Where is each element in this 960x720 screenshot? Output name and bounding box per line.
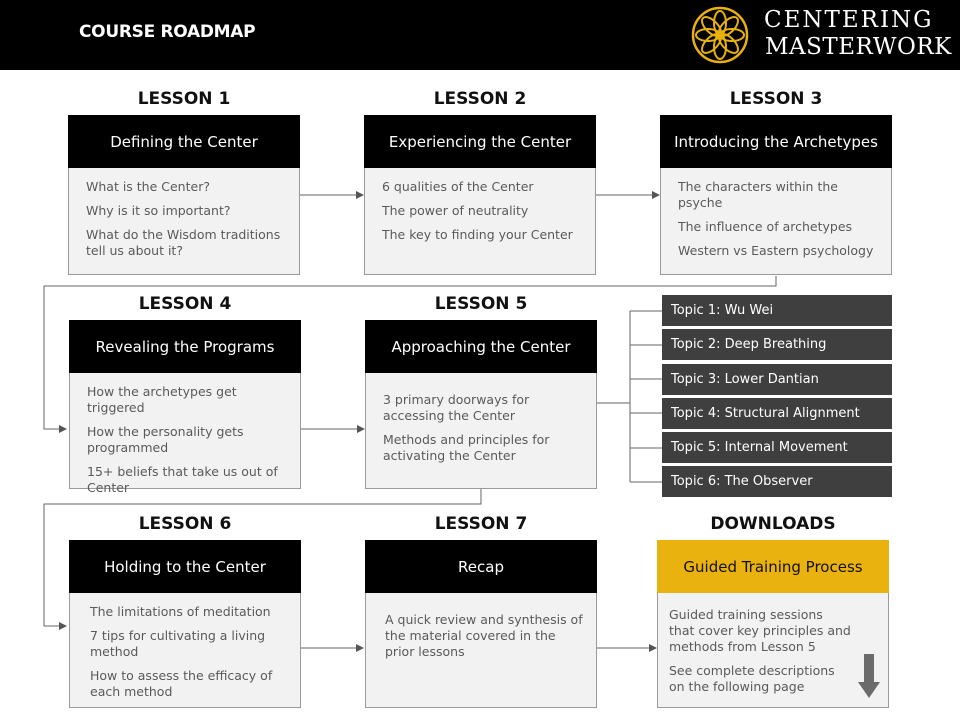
- list-item: The power of neutrality: [382, 203, 529, 218]
- list-item: Why is it so important?: [86, 203, 231, 218]
- list-item: A quick review and synthesis of the material covered in the prior lessons: [385, 612, 583, 659]
- lesson-4-body: [69, 373, 301, 495]
- list-item: 6 qualities of the Center: [382, 179, 534, 194]
- lesson-3-title: Introducing the Archetypes: [660, 115, 892, 168]
- lesson-1-label: LESSON 1: [137, 89, 231, 109]
- list-item: The limitations of meditation: [90, 604, 271, 619]
- list-item: The characters within the psyche: [678, 179, 838, 210]
- lesson-2-title: Experiencing the Center: [364, 115, 596, 168]
- lesson-1-title: Defining the Center: [68, 115, 300, 168]
- lesson-2-body: [364, 168, 596, 275]
- list-item: What is the Center?: [86, 179, 210, 194]
- list-item: 15+ beliefs that take us out of Center: [87, 464, 278, 495]
- list-item: Guided training sessions that cover key principles and methods from Lesson 5: [669, 607, 851, 654]
- list-item: How to assess the efficacy of each method: [90, 668, 273, 699]
- lesson-7-title: Recap: [365, 540, 597, 593]
- topic-2: Topic 2: Deep Breathing: [662, 329, 892, 360]
- list-item: How the archetypes get triggered: [87, 384, 237, 415]
- topic-5: Topic 5: Internal Movement: [662, 432, 892, 463]
- logo-text-line2: MASTERWORK: [765, 34, 952, 60]
- downloads-body: [657, 593, 889, 708]
- list-item: The influence of archetypes: [678, 219, 853, 234]
- list-item: See complete descriptions on the following page: [669, 663, 835, 694]
- down-arrow-icon[interactable]: [858, 654, 880, 700]
- list-item: Western vs Eastern psychology: [678, 243, 874, 258]
- lesson-6-label: LESSON 6: [138, 514, 232, 534]
- topic-6: Topic 6: The Observer: [662, 466, 892, 497]
- lesson-6-title: Holding to the Center: [69, 540, 301, 593]
- lesson-5-label: LESSON 5: [434, 294, 528, 314]
- list-item: The key to finding your Center: [382, 227, 573, 242]
- downloads-label: DOWNLOADS: [710, 514, 836, 534]
- list-item: How the personality gets programmed: [87, 424, 244, 455]
- lesson-7-body: [365, 593, 597, 708]
- topic-3: Topic 3: Lower Dantian: [662, 364, 892, 395]
- list-item: 7 tips for cultivating a living method: [90, 628, 266, 659]
- list-item: Methods and principles for activating the Center: [383, 432, 550, 463]
- page-title: COURSE ROADMAP: [79, 22, 256, 42]
- lesson-4-title: Revealing the Programs: [69, 320, 301, 373]
- lesson-4-label: LESSON 4: [138, 294, 232, 314]
- logo-text-line1: CENTERING: [764, 7, 934, 33]
- list-item: 3 primary doorways for accessing the Center: [383, 392, 530, 423]
- list-item: What do the Wisdom traditions tell us about it?: [86, 227, 281, 258]
- lesson-1-body: [68, 168, 300, 275]
- topic-1: Topic 1: Wu Wei: [662, 295, 892, 326]
- lesson-5-body: [365, 373, 597, 489]
- lesson-3-label: LESSON 3: [729, 89, 823, 109]
- downloads-title[interactable]: Guided Training Process: [657, 540, 889, 593]
- topic-4: Topic 4: Structural Alignment: [662, 398, 892, 429]
- lesson-3-body: [660, 168, 892, 275]
- lesson-7-label: LESSON 7: [434, 514, 528, 534]
- lesson-2-label: LESSON 2: [433, 89, 527, 109]
- lesson-6-body: [69, 593, 301, 708]
- lesson-5-title: Approaching the Center: [365, 320, 597, 373]
